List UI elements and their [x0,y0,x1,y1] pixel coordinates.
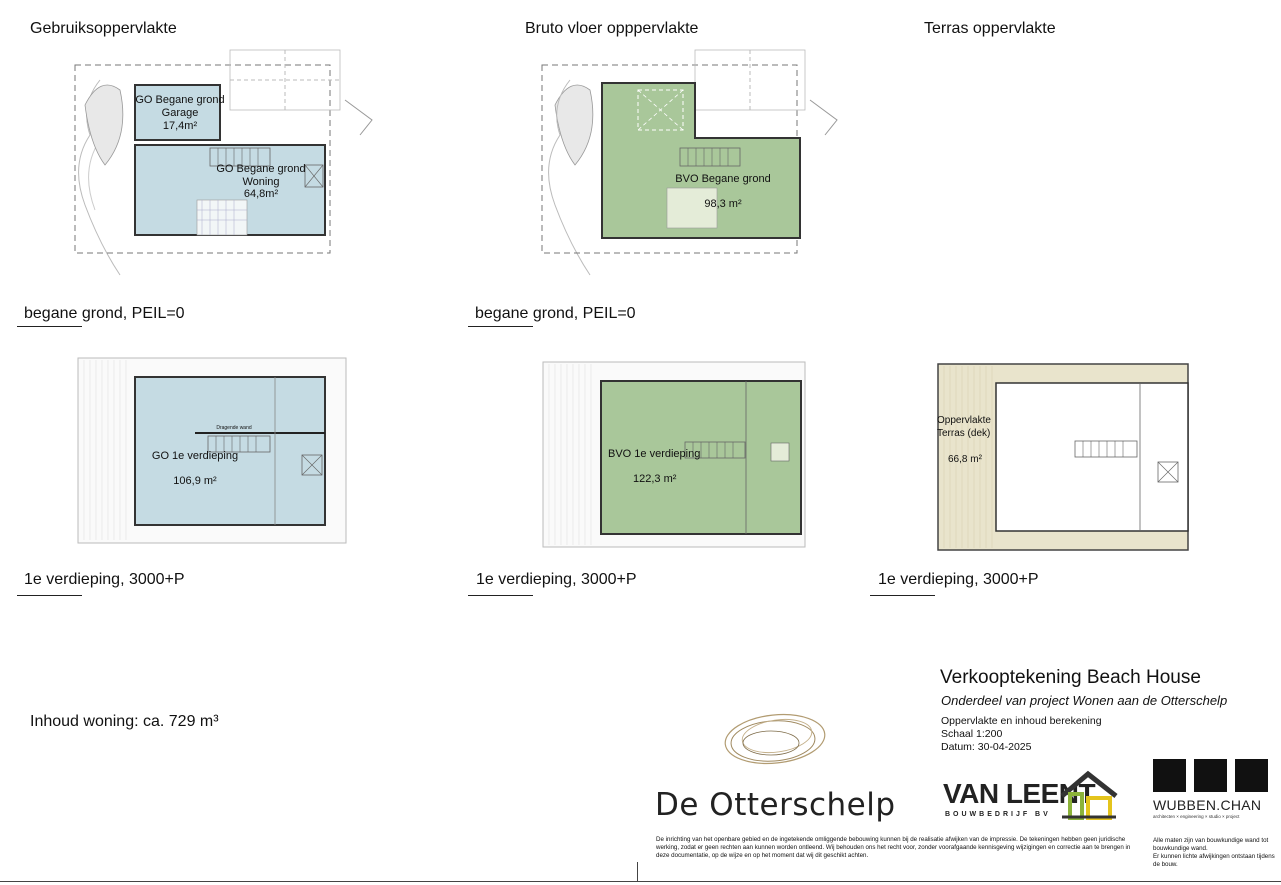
level-label-ground-middle: begane grond, PEIL=0 [475,305,636,322]
otterschelp-logo-text: De Otterschelp [655,787,896,823]
level-underline [17,326,82,327]
terras-label-2: Terras (dek) [937,428,991,439]
level-label-first-middle: 1e verdieping, 3000+P [476,571,637,588]
plan-go-ground [60,45,380,295]
level-underline [468,595,533,596]
bvo-first-area-value: 122,3 m² [633,473,677,485]
go-first-area-value: 106,9 m² [173,475,217,487]
wubben-logo-block-1 [1153,759,1186,792]
go-first-label: GO 1e verdieping [151,450,239,462]
go-garage-label-1: GO Begane grond [135,94,225,106]
terras-area-value: 66,8 m² [948,454,982,465]
wubben-logo-text: WUBBEN.CHAN [1153,797,1262,813]
level-underline [17,595,82,596]
plan-bvo-ground [530,45,850,295]
go-first-wall-note: Dragende wand [216,425,252,431]
title-block-description: Oppervlakte en inhoud berekening [941,715,1102,727]
bottom-divider [637,862,638,882]
wubben-logo-block-2 [1194,759,1227,792]
vanleent-logo-text: VAN LEENT [943,778,1096,809]
disclaimer-text: De inrichting van het openbare gebied en de ingetekende omliggende bebouwing kunnen bij de realisatie afwijken van de impressie. De tekeningen hebben geen juridische werking, zodat er geen rechten aan kunnen worden ontleend. Wij behouden ons het recht voor, zonder voorafgaande kennisgeving wijzigingen en correctie aan te brengen in deze documentatie, op de wijze en op het moment dat wij dit geschikt achten. [656,836,1131,859]
volume-text: Inhoud woning: ca. 729 m³ [30,713,219,730]
level-underline [870,595,935,596]
go-woning-label-2: Woning [242,176,280,188]
go-garage-area-value: 17,4m² [162,120,198,132]
title-block-scale: Schaal 1:200 [941,728,1003,740]
bvo-ground-label: BVO Begane grond [675,173,771,185]
vanleent-logo-sub: BOUWBEDRIJF BV [945,811,1051,818]
bottom-border [0,881,1281,882]
title-block-date: Datum: 30-04-2025 [941,741,1032,753]
go-woning-label-1: GO Begane grond [216,163,306,175]
go-woning-area-value: 64,8m² [243,188,279,200]
column-title-bruto-vloer: Bruto vloer opppervlakte [525,20,699,37]
wubben-logo-block-3 [1235,759,1268,792]
otterschelp-logo-icon [715,703,845,773]
plan-terras-first [930,340,1230,560]
note-measurements: Alle maten zijn van bouwkundige wand tot bouwkundige wand. [1153,837,1269,852]
level-label-ground-left: begane grond, PEIL=0 [24,305,185,322]
column-title-terras: Terras oppervlakte [924,20,1056,37]
bvo-ground-area-value: 98,3 m² [704,198,742,210]
plan-go-first [70,340,370,560]
wubben-logo-sub: architecten × engineering × studio × project [1153,814,1240,819]
bvo-first-label: BVO 1e verdieping [608,448,701,460]
plan-bvo-first [535,340,835,560]
go-garage-label-2: Garage [161,107,199,119]
title-block-subtitle: Onderdeel van project Wonen aan de Otterschelp [941,693,1228,708]
level-label-first-left: 1e verdieping, 3000+P [24,571,185,588]
vanleent-house-icon [1058,770,1122,820]
column-title-gebruiksoppervlakte: Gebruiksoppervlakte [30,20,177,37]
level-underline [468,326,533,327]
level-label-first-right: 1e verdieping, 3000+P [878,571,1039,588]
note-deviations: Er kunnen lichte afwijkingen ontstaan tijdens de bouw. [1153,853,1275,868]
title-block-title: Verkooptekening Beach House [940,667,1201,688]
terras-label-1: Oppervlakte [937,415,991,426]
